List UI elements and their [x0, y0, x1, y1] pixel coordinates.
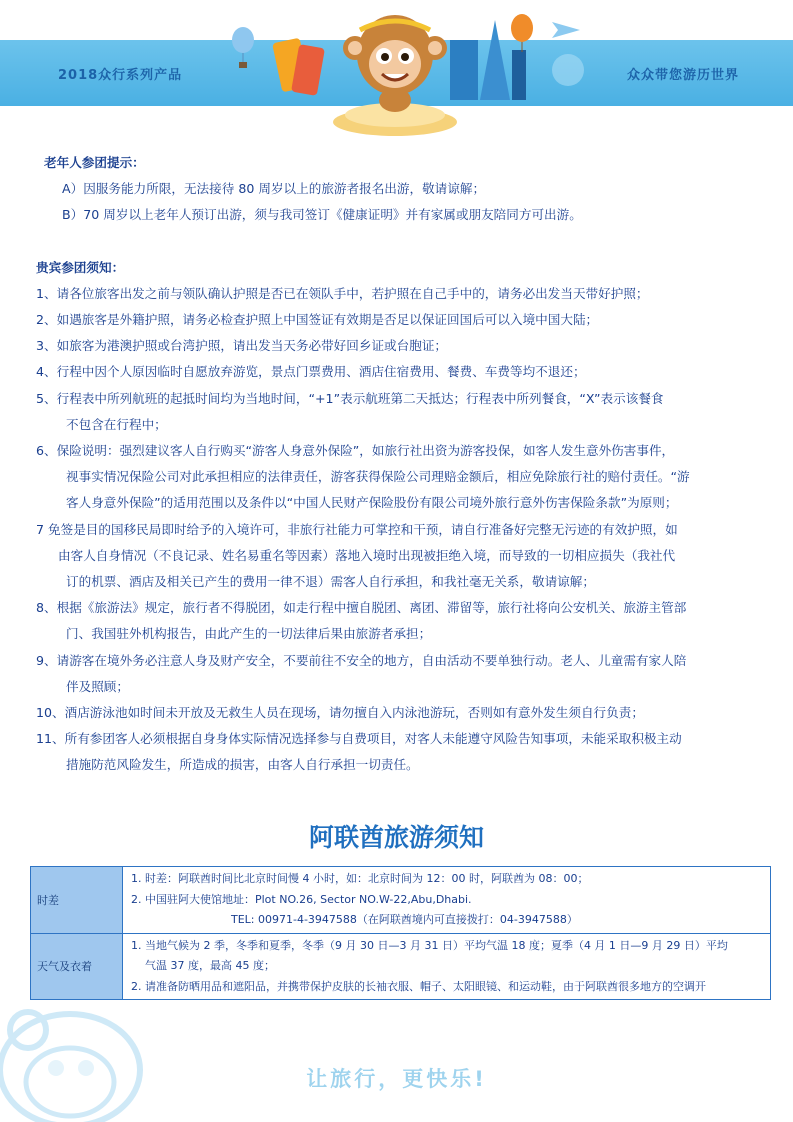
vip-notice-title: 贵宾参团须知： [36, 259, 125, 275]
row-content-time-difference [123, 867, 771, 934]
table-line: 2. 请准备防晒用品和遮阳品，并携带保护皮肤的长袖衣服、帽子、太阳眼镜、和运动鞋，由于阿联酋很多地方的空调开 [131, 979, 706, 993]
travel-decoration-left [225, 10, 335, 110]
table-line: 1. 时差：阿联酋时间比北京时间慢 4 小时，如：北京时间为 12：00 时，阿联酋为 08：00； [131, 872, 589, 885]
table-line: 2. 中国驻阿大使馆地址：Plot NO.26, Sector NO.W-22,Abu,Dhabi. [131, 892, 472, 906]
table-line: 气温 37 度，最高 45 度； [145, 959, 275, 972]
notice-line: 5、行程表中所列航班的起抵时间均为当地时间，“+1”表示航班第二天抵达；行程表中所列餐食，“X”表示该餐食 [36, 390, 664, 406]
header-banner [0, 0, 793, 140]
notice-line: 7 免签是目的国移民局即时给予的入境许可，非旅行社能力可掌控和干预，请自行准备好完整无污迹的有效护照，如 [36, 521, 678, 537]
table-line: 1. 当地气候为 2 季，冬季和夏季，冬季（9 月 30 日—3 月 31 日）平均气温 18 度；夏季（4 月 1 日—9 月 29 日）平均 [131, 938, 728, 952]
monkey-mascot-logo [320, 0, 470, 140]
row-label-time-difference: 时差 [31, 867, 123, 934]
notice-line: 1、请各位旅客出发之前与领队确认护照是否已在领队手中，若护照在自己手中的，请务必出发当天带好护照； [36, 285, 649, 301]
notice-line: 6、保险说明：强烈建议客人自行购买“游客人身意外保险”，如旅行社出资为游客投保，如客人发生意外伤害事件， [36, 443, 675, 459]
product-series-label: 2018众行系列产品 [58, 68, 183, 83]
elderly-tips-title: 老年人参团提示： [44, 155, 145, 170]
embassy-phone: TEL: 00971-4-3947588（在阿联酋境内可直接拨打：04-3947588） [231, 913, 578, 926]
notice-line: 8、根据《旅游法》规定，旅行者不得脱团，如走行程中擅自脱团、离团、滞留等，旅行社将向公安机关、旅游主管部 [36, 600, 687, 616]
notice-line: 9、请游客在境外务必注意人身及财产安全，不要前往不安全的地方，自由活动不要单独行动。老人、儿童需有家人陪 [36, 652, 687, 668]
uae-info-table [30, 866, 771, 1000]
notice-line: 订的机票、酒店及相关已产生的费用一律不退）需客人自行承担，和我社毫无关系，敬请谅解； [66, 574, 595, 590]
elderly-tip-item: A）因服务能力所限，无法接待 80 周岁以上的旅游者报名出游，敬请谅解； [62, 181, 486, 197]
table-row [31, 867, 771, 934]
elderly-tip-item: B）70 周岁以上老年人预订出游，须与我司签订《健康证明》并有家属或朋友陪同方可出游。 [62, 207, 582, 223]
notice-content [36, 150, 766, 779]
notice-line: 11、所有参团客人必须根据自身身体实际情况选择参与自费项目，对客人未能遵守风险告知事项，未能采取积极主动 [36, 731, 682, 747]
notice-line: 门、我国驻外机构报告，由此产生的一切法律后果由旅游者承担； [66, 626, 432, 642]
notice-line: 4、行程中因个人原因临时自愿放弃游览，景点门票费用、酒店住宿费用、餐费、车费等均不退还； [36, 364, 586, 380]
footer-slogan: 让旅行，更快乐! [306, 1067, 487, 1091]
notice-line: 2、如遇旅客是外籍护照，请务必检查护照上中国签证有效期是否足以保证回国后可以入境中国大陆； [36, 312, 599, 328]
notice-line: 10、酒店游泳池如时间未开放及无救生人员在现场，请勿擅自入内泳池游玩，否则如有意外发生须自行负责； [36, 705, 644, 721]
row-label-weather-clothing: 天气及衣着 [31, 933, 123, 1000]
notice-line: 客人身意外保险”的适用范围以及条件以“中国人民财产保险股份有限公司境外旅行意外伤害保险条款”为原则； [66, 495, 678, 511]
notice-line: 不包含在行程中； [66, 416, 167, 432]
uae-travel-notice-title: 阿联酋旅游须知 [308, 823, 484, 852]
notice-line: 视事实情况保险公司对此承担相应的法律责任，游客获得保险公司理赔金额后，相应免除旅行社的赔付责任。“游 [66, 469, 690, 485]
notice-line: 由客人自身情况（不良记录、姓名易重名等因素）落地入境时出现被拒绝入境，而导致的一切相应损失（我社代 [58, 547, 676, 563]
row-content-weather-clothing [123, 933, 771, 1000]
banner-slogan: 众众带您游历世界 [626, 68, 739, 83]
notice-line: 3、如旅客为港澳护照或台湾护照，请出发当天务必带好回乡证或台胞证； [36, 338, 448, 354]
notice-line: 措施防范风险发生，所造成的损害，由客人自行承担一切责任。 [66, 757, 419, 773]
notice-line: 伴及照顾； [66, 678, 129, 694]
footer-mascot-watermark [0, 990, 170, 1122]
